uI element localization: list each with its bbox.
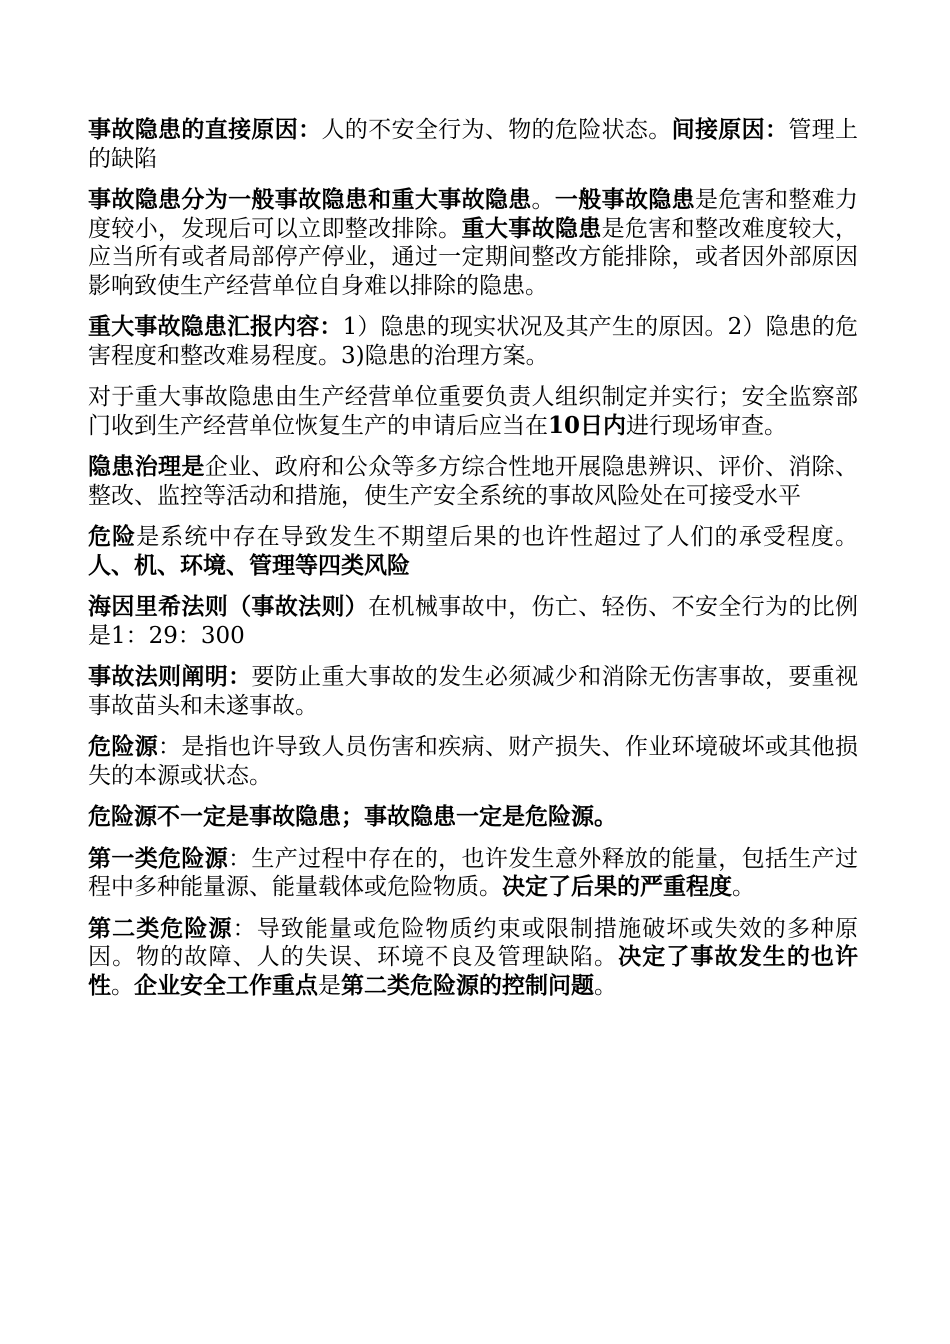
bold-text-segment: 危险源不一定是事故隐患；事故隐患一定是危险源。 (88, 803, 617, 830)
bold-text-segment: 决定了后果的严重程度 (502, 873, 732, 900)
text-segment: 是系统中存在导致发生不期望后果的也许性超过了人们的承受程度。 (136, 524, 859, 550)
bold-text-segment: 第二类危险源的控制问题 (341, 971, 594, 999)
paragraph (88, 803, 858, 832)
paragraph (88, 915, 858, 1001)
paragraph (88, 383, 858, 440)
text-segment: 1）隐患的现实状况及其产生的原因。2）隐患的危害程度和整改难易程度。3)隐患的治理方案。 (88, 314, 858, 369)
text-segment: 人的不安全行为、物的危险状态。 (321, 117, 672, 143)
text-segment: 对于重大事故隐患由生产经营单位重要负责人组织制定并实行；安全监察部门收到生产经营单位恢复生产的申请后应当在 (88, 384, 858, 439)
text-segment: ：是指也许导致人员伤害和疾病、财产损失、作业环境破坏或其他损失的本源或状态。 (88, 734, 858, 789)
bold-text-segment: 企业安全工作重点 (134, 971, 318, 999)
text-segment: 管理上的缺陷 (88, 117, 858, 172)
bold-text-segment: 事故法则阐明： (88, 663, 252, 690)
bold-text-segment: 隐患治理是 (88, 453, 205, 480)
text-segment: ：生产过程中存在的，也许发生意外释放的能量，包括生产过程中多种能量源、能量载体或危险物质。 (88, 845, 858, 900)
bold-text-segment: 海因里希法则（事故法则） (88, 593, 369, 620)
text-segment: 。 (111, 972, 134, 999)
text-segment: 。 (531, 187, 555, 213)
bold-text-segment: 人、机、环境、管理等四类风险 (88, 551, 410, 579)
bold-text-segment: 决定了事故发生的也许性 (88, 943, 859, 999)
text-segment: 是 (318, 972, 341, 999)
bold-text-segment: 危险 (88, 523, 137, 550)
bold-text-segment: 第二类危险源 (88, 914, 233, 942)
text-segment: 在机械事故中，伤亡、轻伤、不安全行为的比例是1：29：300 (88, 594, 858, 649)
bold-text-segment: 重大事故隐患汇报内容： (88, 313, 343, 340)
bold-text-segment: 危险源 (88, 733, 159, 760)
paragraph (88, 593, 858, 650)
paragraph (88, 116, 858, 173)
text-segment: 要防止重大事故的发生必须减少和消除无伤害事故，要重视事故苗头和未遂事故。 (88, 664, 858, 719)
bold-text-segment: 10日内 (548, 411, 627, 439)
bold-text-segment: 一般事故隐患 (554, 186, 695, 213)
text-segment: 。 (594, 972, 617, 999)
text-segment: ：导致能量或危险物质约束或限制措施破坏或失效的多种原因。物的故障、人的失误、环境不良及管理缺陷。 (88, 915, 859, 970)
text-segment: 进行现场审查。 (626, 412, 788, 439)
bold-text-segment: 事故隐患的直接原因： (88, 116, 322, 143)
bold-text-segment: 第一类危险源 (88, 844, 229, 872)
paragraph (88, 663, 858, 720)
paragraph (88, 845, 858, 902)
text-segment: 企业、政府和公众等多方综合性地开展隐患辨识、评价、消除、整改、监控等活动和措施，使生产安全系统的事故风险处在可接受水平 (88, 454, 858, 509)
bold-text-segment: 重大事故隐患 (461, 214, 602, 242)
text-segment: 是危害和整难力度较小，发现后可以立即整改排除。 (88, 187, 858, 242)
bold-text-segment: 事故隐患分为一般事故隐患和重大事故隐患 (88, 186, 532, 213)
paragraph (88, 523, 858, 580)
bold-text-segment: 间接原因： (671, 116, 789, 143)
paragraph (88, 313, 858, 370)
text-segment: 。 (732, 874, 755, 900)
paragraph (88, 186, 858, 300)
paragraph (88, 733, 858, 790)
paragraph (88, 453, 858, 510)
document-body (88, 116, 858, 1013)
text-segment: 是危害和整改难度较大，应当所有或者局部停产停业，通过一定期间整改方能排除，或者因外部原因影响致使生产经营单位自身难以排除的隐患。 (88, 215, 858, 299)
